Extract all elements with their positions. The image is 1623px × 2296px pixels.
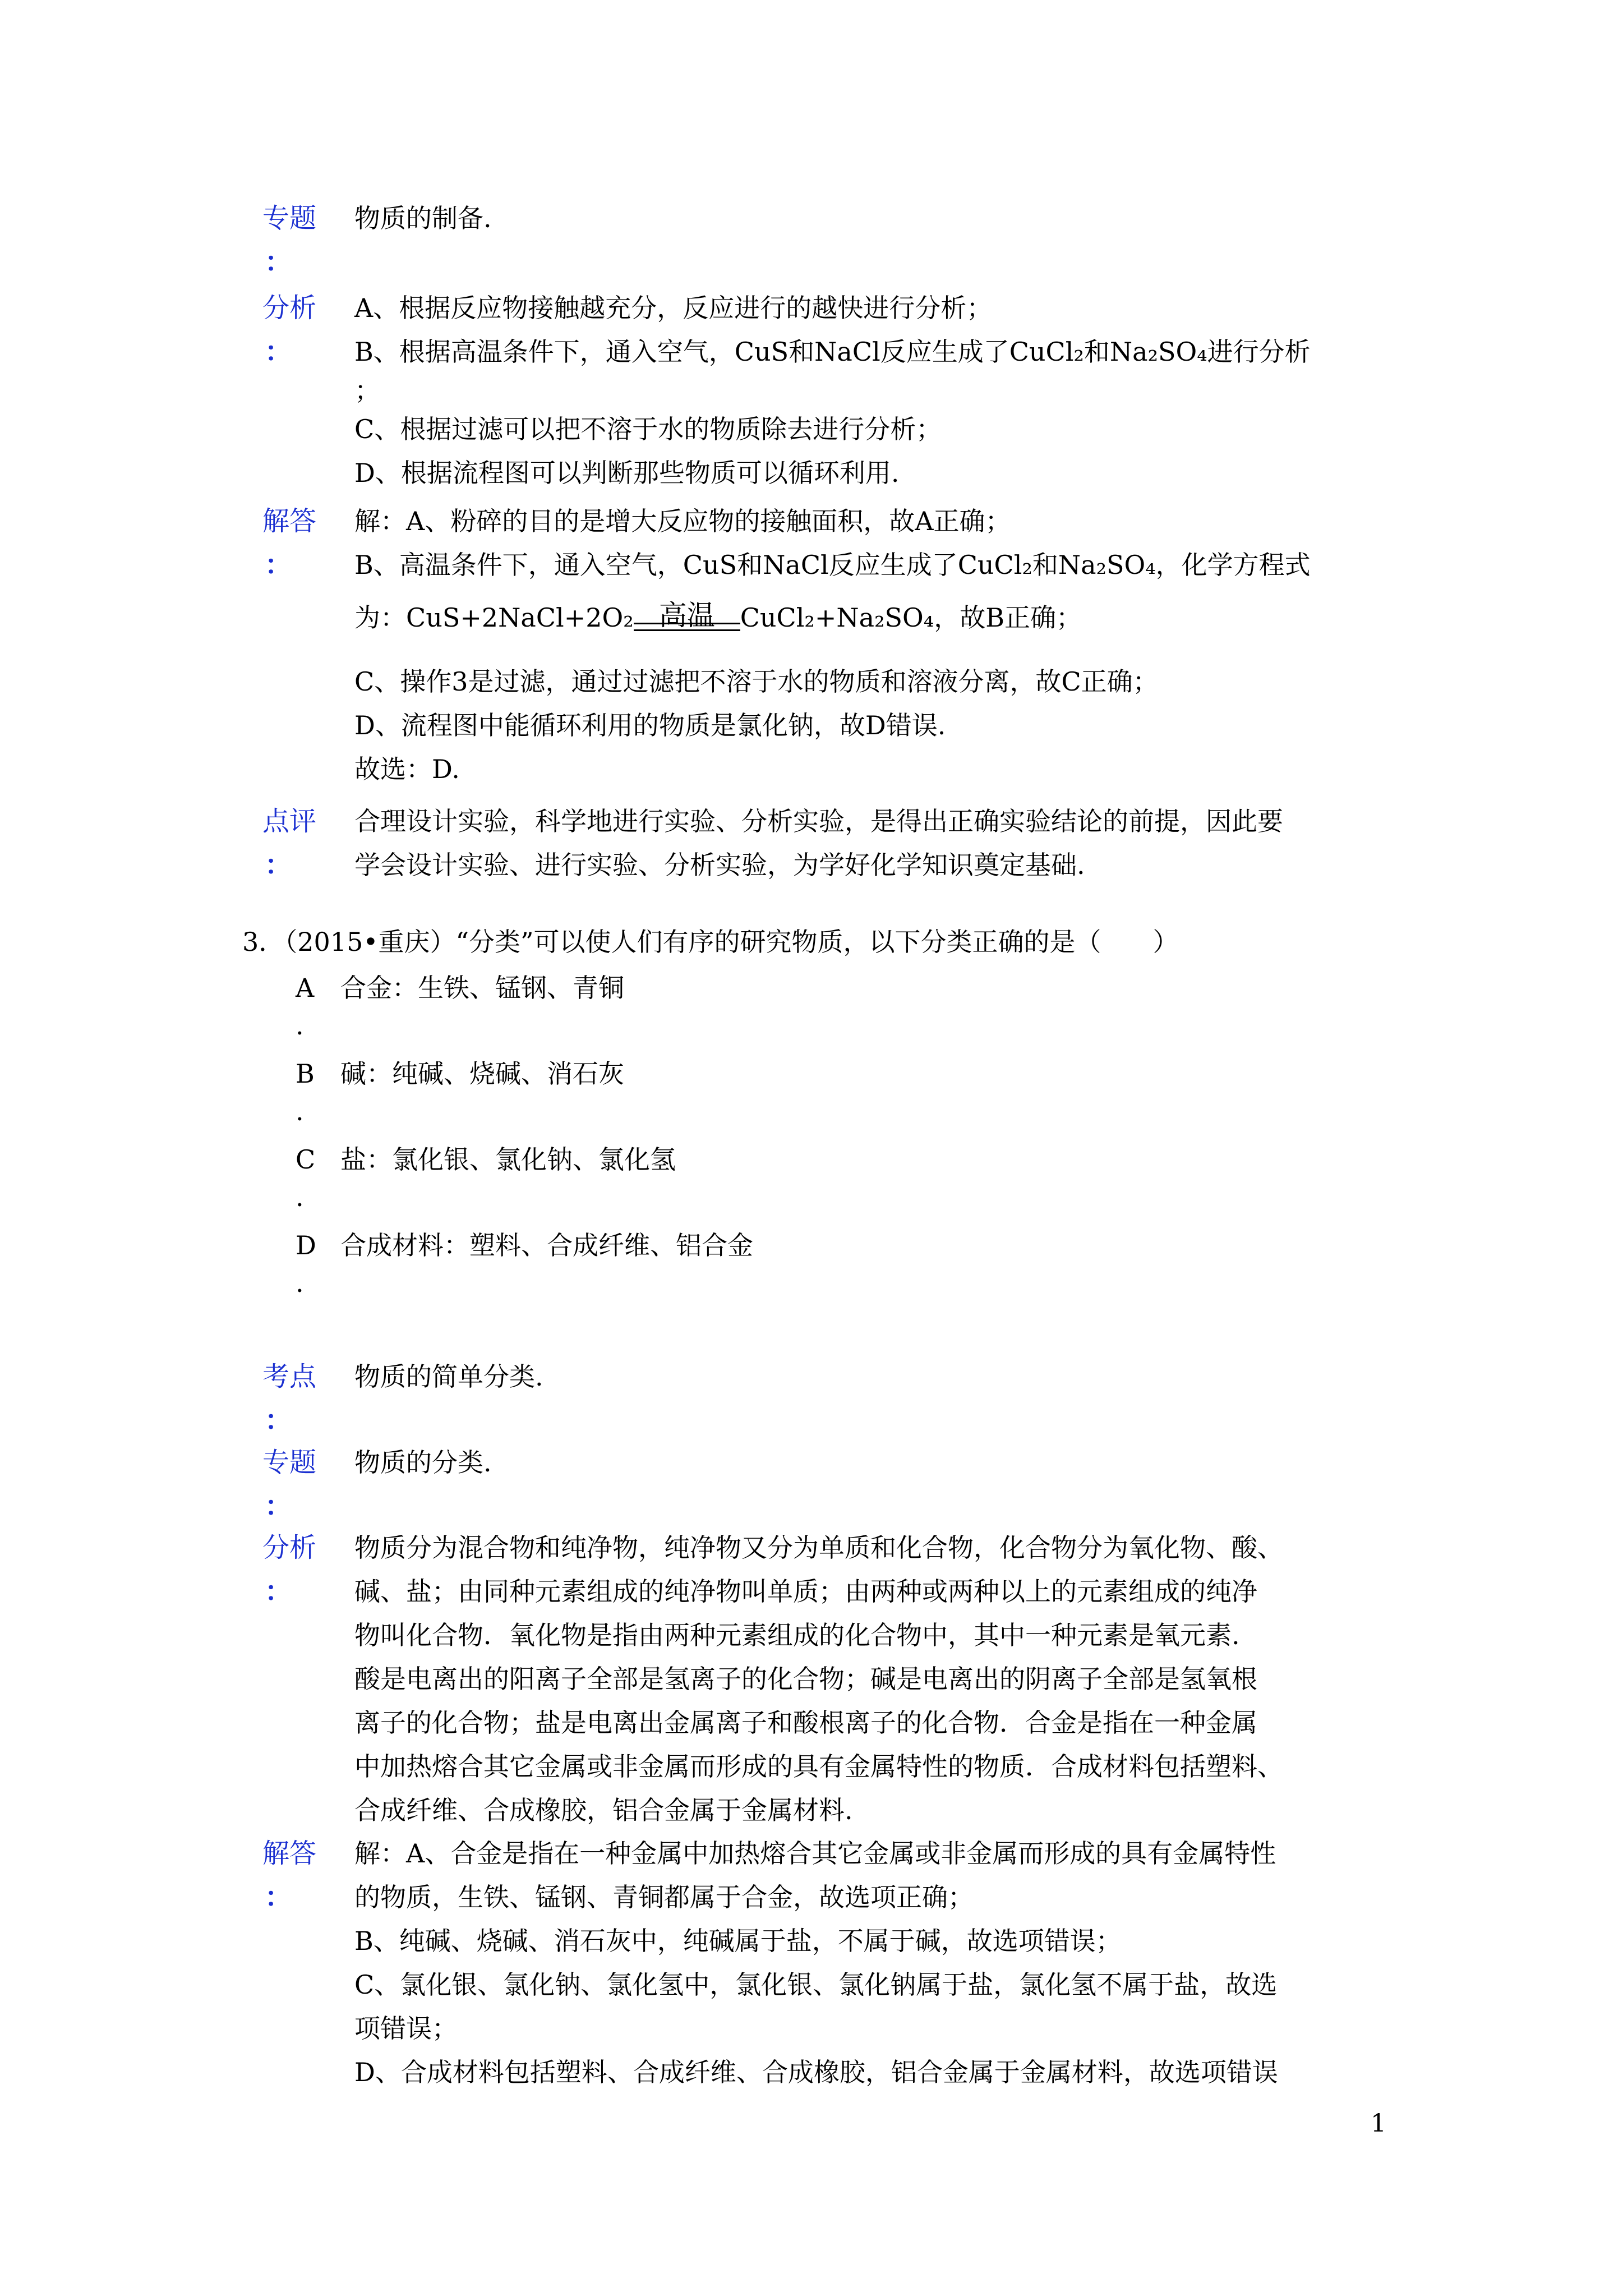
- option-dot: .: [296, 1096, 304, 1126]
- label-colon: ：: [265, 1490, 292, 1522]
- jieda-line: B、高温条件下，通入空气，CuS和NaCl反应生成了CuCl₂和Na₂SO₄，化学方程式: [354, 550, 1311, 580]
- fenxi-line: D、根据流程图可以判断那些物质可以循环利用.: [354, 458, 900, 488]
- label-fenxi: 分析: [262, 1532, 317, 1563]
- fenxi-line: 酸是电离出的阳离子全部是氢离子的化合物；碱是电离出的阴离子全部是氢氧根: [354, 1664, 1257, 1694]
- fenxi-line: 物叫化合物．氧化物是指由两种元素组成的化合物中，其中一种元素是氧元素.: [354, 1620, 1240, 1650]
- option-text: 碱：纯碱、烧碱、消石灰: [340, 1059, 624, 1089]
- equation-suffix: ，故B正确；: [934, 602, 1082, 633]
- fenxi-line: C、根据过滤可以把不溶于水的物质除去进行分析；: [354, 414, 942, 444]
- jieda-line: B、纯碱、烧碱、消石灰中，纯碱属于盐，不属于碱，故选项错误；: [354, 1926, 1122, 1956]
- section-dianping-1: [262, 799, 1384, 887]
- label-jieda: 解答: [262, 1838, 317, 1869]
- label-colon: ：: [265, 1881, 292, 1913]
- zhuanti-text: 物质的制备.: [354, 203, 492, 233]
- option-text: 盐：氯化银、氯化钠、氯化氢: [340, 1144, 676, 1175]
- option-letter: B: [296, 1059, 315, 1089]
- reaction-arrow: [634, 589, 740, 651]
- option-letter: C: [296, 1144, 316, 1175]
- section-jieda-1: [262, 499, 1384, 791]
- fenxi-line: 物质分为混合物和纯净物，纯净物又分为单质和化合物，化合物分为氧化物、酸、: [354, 1533, 1283, 1563]
- option-text: 合金：生铁、锰钢、青铜: [340, 973, 624, 1003]
- fenxi-line: ；: [354, 375, 380, 406]
- dianping-line: 学会设计实验、进行实验、分析实验，为学好化学知识奠定基础.: [354, 850, 1085, 880]
- jieda-line: 解：A、合金是指在一种金属中加热熔合其它金属或非金属而形成的具有金属特性: [354, 1838, 1276, 1869]
- double-line: [634, 623, 740, 631]
- jieda-line: D、流程图中能循环利用的物质是氯化钠，故D错误.: [354, 710, 946, 740]
- jieda-line: 的物质，生铁、锰钢、青铜都属于合金，故选项正确；: [354, 1882, 974, 1912]
- label-zhuanti: 专题: [262, 1447, 317, 1478]
- option-a: [296, 968, 624, 1041]
- label-jieda: 解答: [262, 505, 317, 537]
- dianping-line: 合理设计实验，科学地进行实验、分析实验，是得出正确实验结论的前提，因此要: [354, 806, 1283, 836]
- equation-reactants: CuS+2NaCl+2O₂: [406, 602, 634, 633]
- page-number: 1: [1371, 2109, 1386, 2138]
- equation-prefix: 为：: [354, 602, 406, 633]
- fenxi-line: 离子的化合物；盐是电离出金属离子和酸根离子的化合物．合金是指在一种金属: [354, 1708, 1257, 1738]
- section-fenxi-1: [262, 286, 1384, 495]
- option-c: [296, 1139, 676, 1212]
- jieda-line: C、操作3是过滤，通过过滤把不溶于水的物质和溶液分离，故C正确；: [354, 666, 1159, 697]
- section-jieda-2: [262, 1832, 1384, 2094]
- option-letter: A: [296, 973, 315, 1003]
- section-zhuanti-2: [262, 1441, 1384, 1528]
- fenxi-line: A、根据反应物接触越充分，反应进行的越快进行分析；: [354, 293, 993, 323]
- fenxi-line: 碱、盐；由同种元素组成的纯净物叫单质；由两种或两种以上的元素组成的纯净: [354, 1576, 1257, 1607]
- jieda-line: 解：A、粉碎的目的是增大反应物的接触面积，故A正确；: [354, 506, 1011, 536]
- question-stem: 3．（2015•重庆）“分类”可以使人们有序的研究物质，以下分类正确的是（ ）: [242, 927, 1179, 957]
- option-dot: .: [296, 1268, 304, 1298]
- label-zhuanti: 专题: [262, 203, 317, 234]
- label-colon: ：: [265, 246, 292, 278]
- jieda-line: 故选：D.: [354, 754, 460, 784]
- option-dot: .: [296, 1010, 304, 1041]
- label-kaodian: 考点: [262, 1361, 317, 1392]
- label-fenxi: 分析: [262, 292, 317, 324]
- jieda-line: C、氯化银、氯化钠、氯化氢中，氯化银、氯化钠属于盐，氯化氢不属于盐，故选: [354, 1970, 1278, 2000]
- reaction-condition: 高温: [658, 599, 715, 632]
- option-letter: D: [296, 1230, 316, 1260]
- equation-products: CuCl₂+Na₂SO₄: [740, 602, 934, 633]
- option-b: [296, 1053, 624, 1126]
- label-colon: ：: [265, 1576, 292, 1607]
- fenxi-line: 合成纤维、合成橡胶，铝合金属于金属材料.: [354, 1795, 853, 1825]
- option-dot: .: [296, 1182, 304, 1212]
- kaodian-text: 物质的简单分类.: [354, 1361, 543, 1392]
- fenxi-line: B、根据高温条件下，通入空气，CuS和NaCl反应生成了CuCl₂和Na₂SO₄进行分析: [354, 337, 1311, 367]
- section-fenxi-2: [262, 1526, 1384, 1832]
- section-kaodian-2: [262, 1355, 1384, 1442]
- option-d: [296, 1225, 753, 1298]
- fenxi-line: 中加热熔合其它金属或非金属而形成的具有金属特性的物质．合成材料包括塑料、: [354, 1751, 1283, 1782]
- chemical-equation: [354, 587, 1384, 660]
- label-colon: ：: [265, 549, 292, 581]
- section-zhuanti-1: [262, 196, 1384, 284]
- label-dianping: 点评: [262, 806, 317, 837]
- label-colon: ：: [265, 1405, 292, 1436]
- zhuanti-text: 物质的分类.: [354, 1447, 492, 1478]
- option-text: 合成材料：塑料、合成纤维、铝合金: [340, 1230, 753, 1260]
- label-colon: ：: [265, 849, 292, 881]
- label-colon: ：: [265, 336, 292, 367]
- jieda-line: 项错误；: [354, 2013, 458, 2044]
- jieda-line: D、合成材料包括塑料、合成纤维、合成橡胶，铝合金属于金属材料，故选项错误: [354, 2057, 1278, 2087]
